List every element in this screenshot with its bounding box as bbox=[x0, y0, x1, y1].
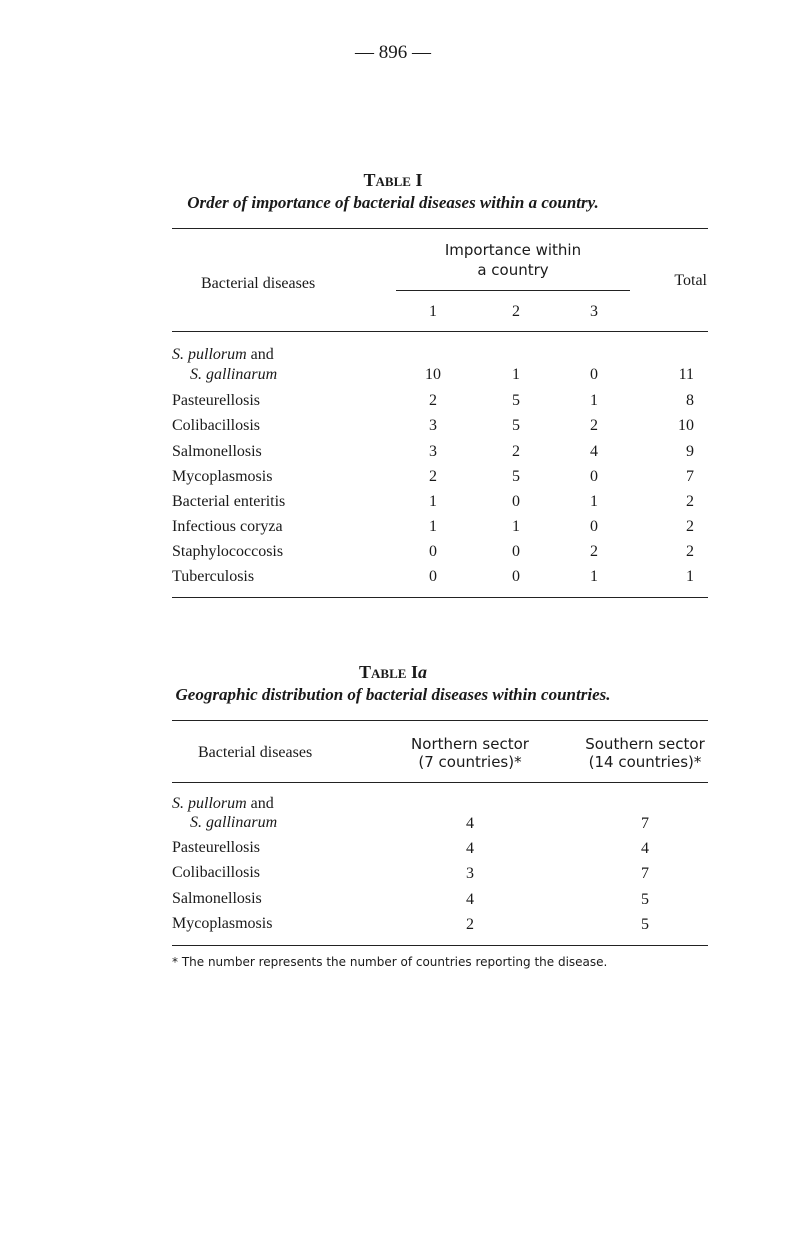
table1-row-name bbox=[172, 345, 274, 365]
table1-row-name-line2: S. gallinarum bbox=[190, 366, 278, 383]
table1a-cell-south: 4 bbox=[641, 840, 649, 857]
table1a-cell-north: 3 bbox=[466, 865, 474, 882]
table1-cell: 1 bbox=[512, 518, 520, 535]
table1-row-name: Pasteurellosis bbox=[172, 392, 260, 409]
table1-subheader-3: 3 bbox=[590, 303, 598, 320]
table1a-row-name-line2: S. gallinarum bbox=[190, 814, 278, 831]
table1a-cell-north: 4 bbox=[466, 840, 474, 857]
table1-cell: 0 bbox=[590, 366, 598, 383]
table1-row-name: Mycoplasmosis bbox=[172, 468, 273, 485]
table1a-cell-south: 7 bbox=[641, 865, 649, 882]
table1a-header-south-line2: (14 countries)* bbox=[588, 753, 702, 771]
table1-cell: 10 bbox=[425, 366, 441, 383]
table1a-cell-north: 4 bbox=[466, 815, 474, 832]
table1-cell: 5 bbox=[512, 392, 520, 409]
table1a-cell-south: 5 bbox=[641, 891, 649, 908]
table1a-header-north-line2: (7 countries)* bbox=[418, 753, 522, 771]
table1-cell-total: 2 bbox=[686, 493, 694, 510]
table1-cell: 4 bbox=[590, 443, 598, 460]
table1-cell-total: 9 bbox=[686, 443, 694, 460]
table1-row-name: Tuberculosis bbox=[172, 568, 255, 585]
table1-cell: 0 bbox=[590, 518, 598, 535]
table1-importance-rule bbox=[396, 290, 630, 291]
table1-cell: 0 bbox=[512, 543, 520, 560]
page-number: — 896 — bbox=[355, 42, 431, 63]
table1-cell-total: 10 bbox=[678, 417, 694, 434]
table1-cell: 2 bbox=[429, 392, 437, 409]
table1-row-name-italic: S. pullorum bbox=[172, 346, 247, 363]
table1-cell: 3 bbox=[429, 417, 437, 434]
table1-cell-total: 2 bbox=[686, 518, 694, 535]
table1-cell: 2 bbox=[429, 468, 437, 485]
table1a-title bbox=[0, 662, 786, 683]
table1-caption: Order of importance of bacterial diseases within a country. bbox=[187, 193, 599, 212]
table1-top-rule bbox=[172, 228, 708, 229]
table1-cell: 5 bbox=[512, 417, 520, 434]
table1-cell: 3 bbox=[429, 443, 437, 460]
table1a-row-name bbox=[172, 794, 274, 814]
table1-header-rule bbox=[172, 331, 708, 332]
table1-cell-total: 8 bbox=[686, 392, 694, 409]
table1a-row-name: Pasteurellosis bbox=[172, 839, 260, 856]
table1a-row-name-rest: and bbox=[246, 795, 274, 812]
table1-cell: 0 bbox=[429, 543, 437, 560]
table1a-cell-north: 4 bbox=[466, 891, 474, 908]
table1-cell: 1 bbox=[590, 568, 598, 585]
table1-cell-total: 1 bbox=[686, 568, 694, 585]
table1-cell-total: 7 bbox=[686, 468, 694, 485]
table1a-title-text: Table I bbox=[359, 662, 418, 682]
table1-row-name-rest: and bbox=[246, 346, 274, 363]
table1a-cell-south: 7 bbox=[641, 815, 649, 832]
table1-row-name: Infectious coryza bbox=[172, 518, 283, 535]
table1-cell-total: 2 bbox=[686, 543, 694, 560]
table1a-row-name: Salmonellosis bbox=[172, 890, 262, 907]
table1-title bbox=[0, 170, 786, 191]
table1-cell: 0 bbox=[512, 568, 520, 585]
table1-cell: 1 bbox=[512, 366, 520, 383]
table1-header-importance-line2: a country bbox=[477, 261, 549, 279]
table1-row-name: Colibacillosis bbox=[172, 417, 260, 434]
table1-cell-total: 11 bbox=[678, 366, 694, 383]
table1-row-name: Bacterial enteritis bbox=[172, 493, 286, 510]
table1-cell: 2 bbox=[590, 543, 598, 560]
table1-header-importance-line1: Importance within bbox=[444, 241, 582, 259]
table1a-caption: Geographic distribution of bacterial diseases within countries. bbox=[175, 685, 611, 704]
table1-subheader-2: 2 bbox=[512, 303, 520, 320]
table1-cell: 5 bbox=[512, 468, 520, 485]
table1-cell: 0 bbox=[590, 468, 598, 485]
table1a-row-name-italic: S. pullorum bbox=[172, 795, 247, 812]
table1a-header-rule bbox=[172, 782, 708, 783]
table1-cell: 1 bbox=[590, 493, 598, 510]
table1a-top-rule bbox=[172, 720, 708, 721]
table1-row-name: Salmonellosis bbox=[172, 443, 262, 460]
table1a-row-name: Mycoplasmosis bbox=[172, 915, 273, 932]
table1-cell: 0 bbox=[512, 493, 520, 510]
table1-cell: 1 bbox=[429, 518, 437, 535]
table1-cell: 0 bbox=[429, 568, 437, 585]
table1a-header-disease: Bacterial diseases bbox=[198, 744, 313, 761]
table1-cell: 2 bbox=[590, 417, 598, 434]
table1a-cell-north: 2 bbox=[466, 916, 474, 933]
table1-title-text: Table I bbox=[363, 170, 423, 190]
table1-cell: 1 bbox=[590, 392, 598, 409]
table1a-header-south-line1: Southern sector bbox=[585, 735, 705, 753]
table1-row-name: Staphylococcosis bbox=[172, 543, 284, 560]
table1-bottom-rule bbox=[172, 597, 708, 598]
table1-header-total: Total bbox=[674, 272, 707, 289]
table1a-row-name: Colibacillosis bbox=[172, 864, 260, 881]
table1a-footnote: * The number represents the number of countries reporting the disease. bbox=[172, 955, 608, 969]
table1a-header-north-line1: Northern sector bbox=[411, 735, 529, 753]
table1a-bottom-rule bbox=[172, 945, 708, 946]
table1-subheader-1: 1 bbox=[429, 303, 437, 320]
table1a-title-suffix: a bbox=[417, 662, 427, 682]
table1-header-disease: Bacterial diseases bbox=[201, 275, 316, 292]
table1-cell: 1 bbox=[429, 493, 437, 510]
table1a-cell-south: 5 bbox=[641, 916, 649, 933]
table1-cell: 2 bbox=[512, 443, 520, 460]
